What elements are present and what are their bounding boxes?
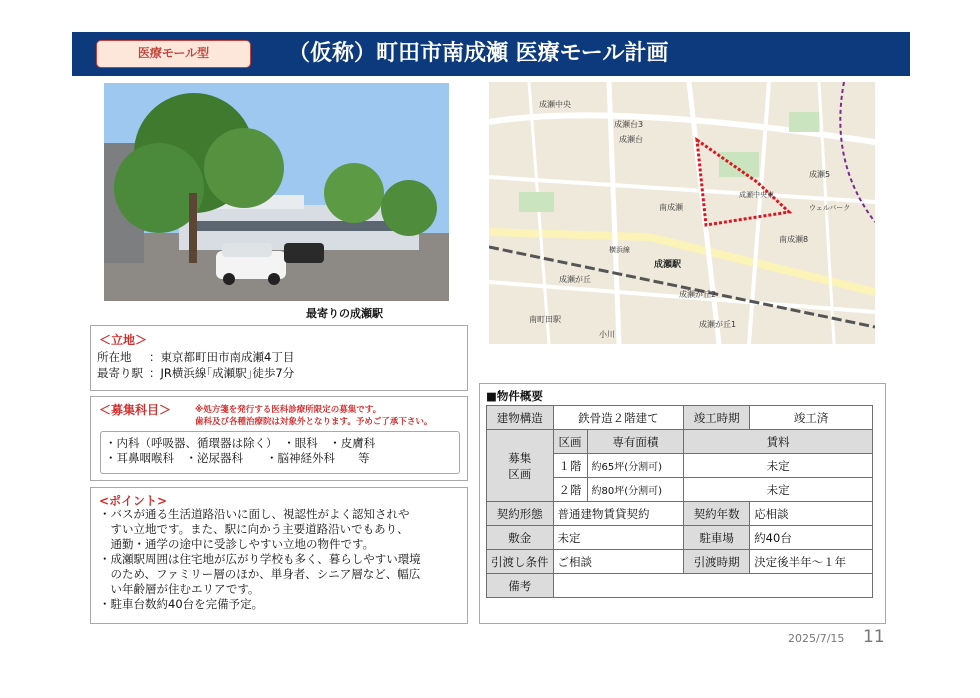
handover-time-label: 引渡時期 [684, 550, 750, 574]
footer-date: 2025/7/15 [788, 632, 845, 645]
departments-note-2: 歯科及び各種治療院は対象外となります。予めご了承下さい。 [195, 417, 433, 427]
col-section: 区画 [553, 430, 587, 454]
parking-label: 駐車場 [684, 526, 750, 550]
map-label: 成瀬台3 [614, 120, 644, 129]
page-number: 11 [863, 627, 885, 647]
handover-condition-label: 引渡し条件 [487, 550, 554, 574]
location-box [90, 325, 468, 391]
points-line: ・駐車台数約40台を完備予定。 [99, 597, 264, 611]
recruit-label-line2: 区画 [508, 466, 532, 481]
map-label: 成瀬が丘1 [699, 320, 737, 329]
departments-line-1: ・内科（呼吸器、循環器は除く） ・眼科 ・皮膚科 [105, 436, 376, 450]
map-label: 成瀬台 [619, 135, 643, 144]
points-box [90, 487, 468, 624]
contract-years-value: 応相談 [750, 502, 873, 526]
deposit-value: 未定 [553, 526, 684, 550]
completion-label: 竣工時期 [684, 406, 750, 430]
property-title: ■物件概要 [486, 389, 543, 403]
map-label: 成瀬が丘 [559, 275, 591, 284]
deposit-label: 敷金 [487, 526, 554, 550]
points-line: ・バスが通る生活道路沿いに面し、視認性がよく認知されや [99, 507, 410, 521]
points-line: すい立地です。また、駅に向かう主要道路沿いでもあり、 [99, 522, 409, 536]
row1-rent: 未定 [684, 454, 873, 478]
map-label: ウェルパーク [809, 204, 851, 212]
map-label: 南町田駅 [529, 315, 561, 324]
address-value: ：東京都町田市南成瀬4丁目 [149, 350, 295, 364]
completion-value: 竣工済 [750, 406, 873, 430]
map-label: 横浜線 [609, 246, 630, 254]
remarks-value [553, 574, 873, 598]
row2-floor: ２階 [553, 478, 587, 502]
structure-value: 鉄骨造２階建て [553, 406, 684, 430]
map-label: 成瀬5 [809, 170, 831, 179]
col-rent: 賃料 [684, 430, 873, 454]
departments-heading: ＜募集科目＞ [99, 403, 172, 417]
map-label: 南成瀬 [659, 203, 683, 212]
handover-time-value: 決定後半年～１年 [750, 550, 873, 574]
remarks-label: 備考 [487, 574, 554, 598]
map-label: 成瀬が丘2 [679, 290, 717, 299]
recruit-label [487, 430, 554, 502]
handover-condition-value: ご相談 [553, 550, 684, 574]
row2-rent: 未定 [684, 478, 873, 502]
contract-type-value: 普通建物賃貸契約 [553, 502, 684, 526]
points-heading: <ポイント> [99, 494, 168, 508]
structure-label: 建物構造 [487, 406, 554, 430]
map-label: 成瀬中央東 [739, 191, 774, 199]
points-line: のため、ファミリー層のほか、単身者、シニア層など、幅広 [99, 567, 421, 581]
points-line: ・成瀬駅周囲は住宅地が広がり学校も多く、暮らしやすい環境 [99, 552, 421, 566]
location-heading: ＜立地＞ [99, 333, 148, 347]
station-label: 最寄り駅 [97, 366, 143, 380]
departments-line-2: ・耳鼻咽喉科 ・泌尿器科 ・脳神経外科 等 [105, 451, 370, 465]
departments-note-1: ※処方箋を発行する医科診療所限定の募集です。 [195, 405, 382, 415]
row1-floor: １階 [553, 454, 587, 478]
station-photo [104, 83, 449, 301]
col-area: 専有面積 [587, 430, 684, 454]
row1-area: 約65坪(分割可) [587, 454, 684, 478]
category-badge: 医療モール型 [96, 40, 251, 68]
recruit-label-line1: 募集 [508, 450, 532, 465]
map-label: 成瀬駅 [654, 260, 682, 270]
contract-years-label: 契約年数 [684, 502, 750, 526]
row2-area: 約80坪(分割可) [587, 478, 684, 502]
map-label: 成瀬中央 [539, 100, 571, 109]
map-label: 小川 [599, 330, 615, 339]
station-value: ：JR横浜線｢成瀬駅｣徒歩7分 [149, 366, 295, 380]
parking-value: 約40台 [750, 526, 873, 550]
photo-caption: 最寄りの成瀬駅 [306, 307, 383, 320]
address-label: 所在地 [97, 350, 132, 364]
page-title: （仮称）町田市南成瀬 医療モール計画 [288, 41, 669, 66]
departments-list [100, 431, 460, 474]
property-table [486, 405, 873, 598]
points-line: 通勤・通学の途中に受診しやすい立地の物件です。 [99, 537, 375, 551]
points-line: い年齢層が住むエリアです。 [99, 582, 260, 596]
map-label: 南成瀬8 [779, 235, 809, 244]
contract-type-label: 契約形態 [487, 502, 554, 526]
area-map [489, 82, 875, 344]
